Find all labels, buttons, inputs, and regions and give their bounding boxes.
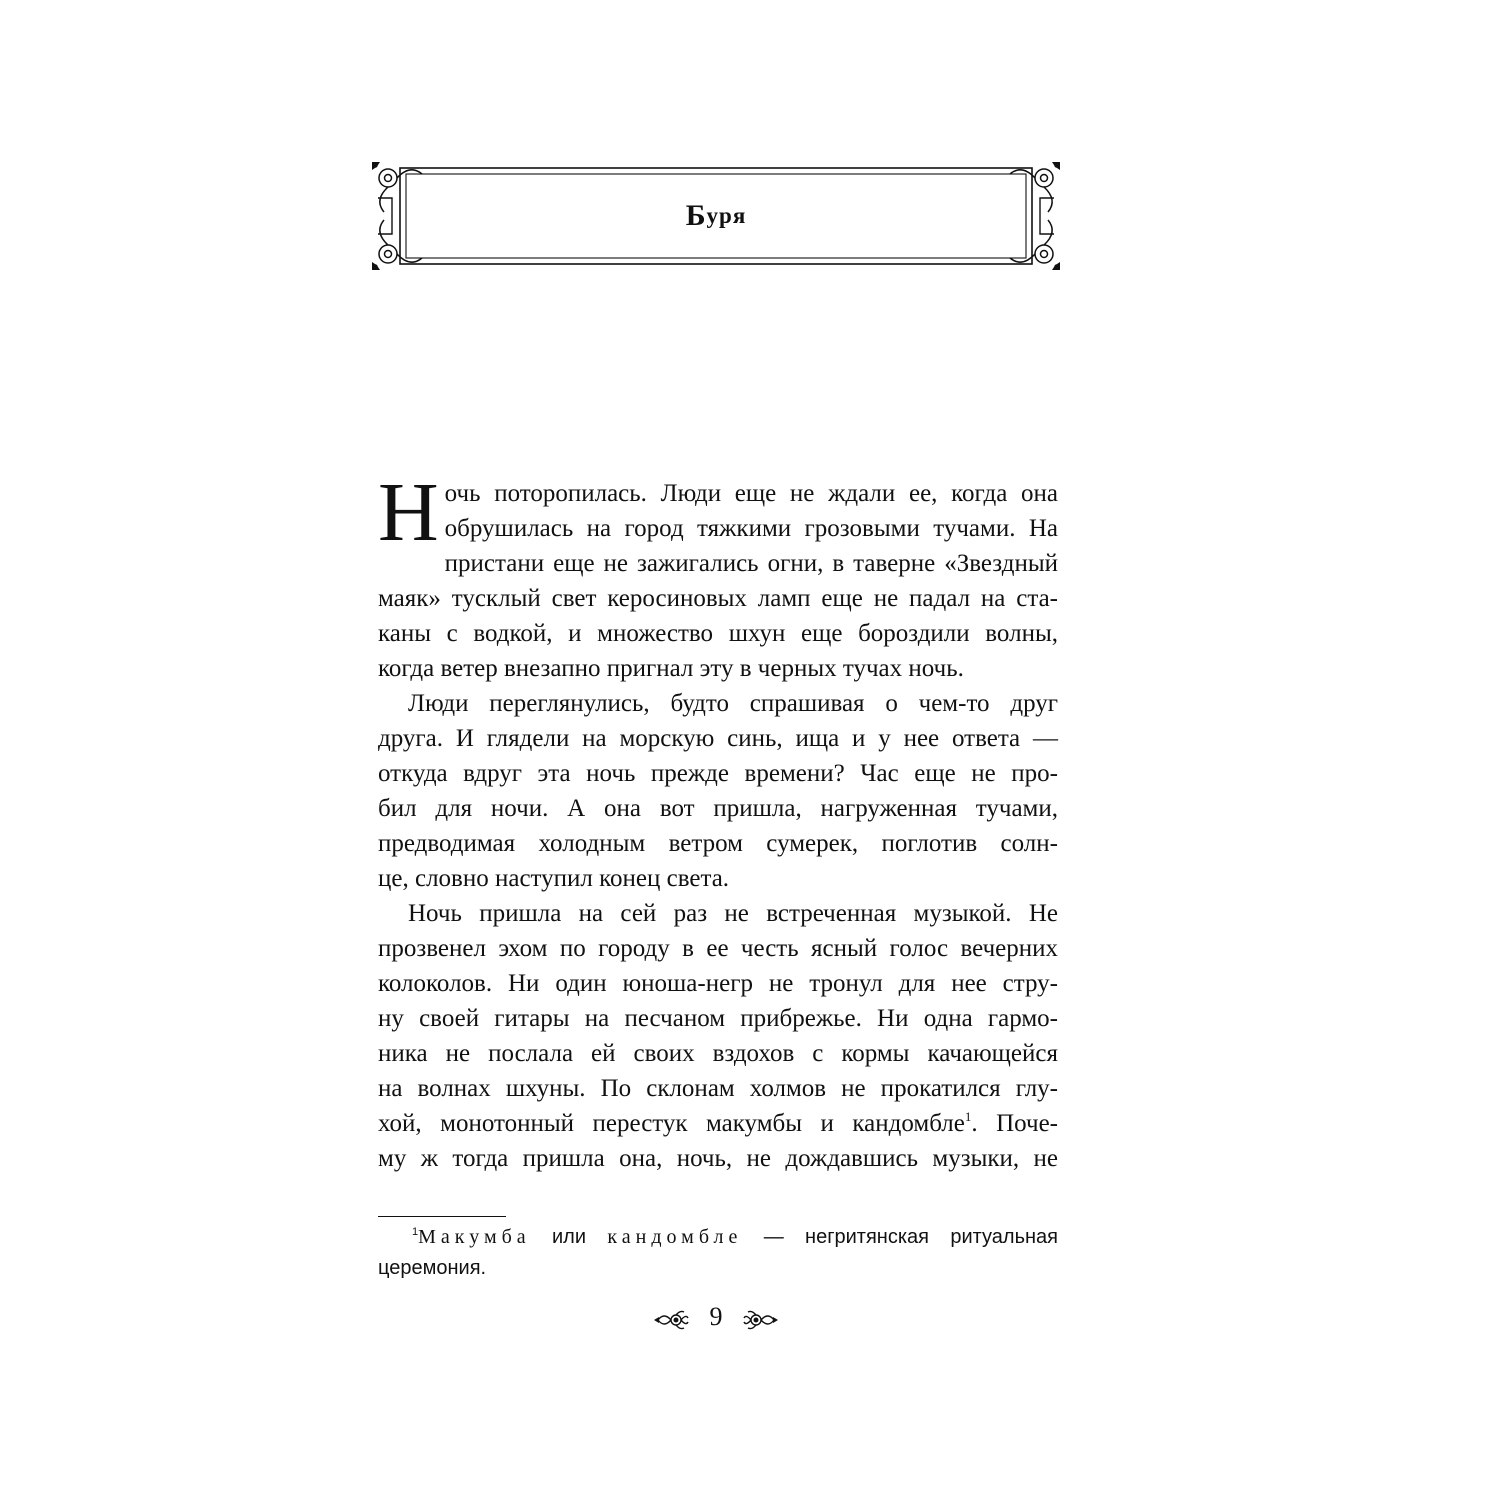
text-line: откуда вдруг эта ночь прежде времени? Час еще не про- — [378, 760, 1058, 787]
drop-cap: Н — [378, 466, 439, 559]
text-line: це, словно наступил конец света. — [378, 865, 730, 892]
footnote-line: церемония. — [378, 1257, 487, 1279]
text-line — [378, 1106, 1058, 1141]
chapter-title-cap: Б — [685, 199, 707, 232]
text-line: очь поторопилась. Люди еще не ждали ее, когда она — [444, 480, 1058, 507]
text-line: предводимая холодным ветром сумерек, поглотив солн- — [378, 830, 1058, 857]
text-fragment: хой, монотонный перестук макумбы и кандомбле — [378, 1110, 965, 1137]
text-line: друга. И глядели на морскую синь, ища и у нее ответа — — [378, 725, 1058, 752]
text-line: Ночь пришла на сей раз не встреченная музыкой. Не — [408, 900, 1058, 927]
text-line: бил для ночи. А она вот пришла, нагруженная тучами, — [378, 795, 1058, 822]
page-footer — [650, 1300, 782, 1340]
chapter-title-rest: уря — [706, 203, 747, 228]
left-ornament-icon — [654, 1308, 690, 1332]
paragraph-3 — [378, 896, 1058, 1176]
text-line: ну своей гитары на песчаном прибрежье. Ни одна гармо- — [378, 1005, 1058, 1032]
page-number: 9 — [709, 1302, 723, 1331]
footnote-connector: или — [530, 1226, 608, 1248]
footnote-ref: 1 — [964, 1109, 972, 1124]
text-line: маяк» тусклый свет керосиновых ламп еще не падал на ста- — [378, 585, 1058, 612]
text-fragment: . Поче- — [971, 1110, 1058, 1137]
body-text — [378, 466, 1058, 1176]
footnote — [378, 1222, 1058, 1284]
footnote-line — [378, 1222, 1058, 1253]
text-line: обрушилась на город тяжкими грозовыми тучами. На — [444, 515, 1058, 542]
text-line: му ж тогда пришла она, ночь, не дождавшись музыки, не — [378, 1145, 1058, 1172]
text-line: прозвенел эхом по городу в ее честь ясный голос вечерних — [378, 935, 1058, 962]
paragraph-2 — [378, 686, 1058, 896]
paragraph-1 — [378, 466, 1058, 686]
text-line: каны с водкой, и множество шхун еще бороздили волны, — [378, 620, 1058, 647]
text-line: когда ветер внезапно пригнал эту в черных тучах ночь. — [378, 655, 964, 682]
footnote-divider — [378, 1216, 506, 1217]
text-line: колоколов. Ни один юноша-негр не тронул для нее стру- — [378, 970, 1058, 997]
chapter-title — [370, 160, 1062, 272]
right-ornament-icon — [742, 1308, 778, 1332]
text-line: ника не послала ей своих вздохов с кормы качающейся — [378, 1040, 1058, 1067]
footnote-term: кандомбле — [607, 1226, 743, 1248]
footnote-marker: 1 — [412, 1226, 419, 1238]
text-line: пристани еще не зажигались огни, в таверне «Звездный — [444, 550, 1058, 577]
footnote-definition: — негритянская ритуальная — [742, 1226, 1058, 1248]
text-line: Люди переглянулись, будто спрашивая о чем-то друг — [408, 690, 1058, 717]
text-line: на волнах шхуны. По склонам холмов не прокатился глу- — [378, 1075, 1058, 1102]
footnote-term: Макумба — [418, 1226, 531, 1248]
